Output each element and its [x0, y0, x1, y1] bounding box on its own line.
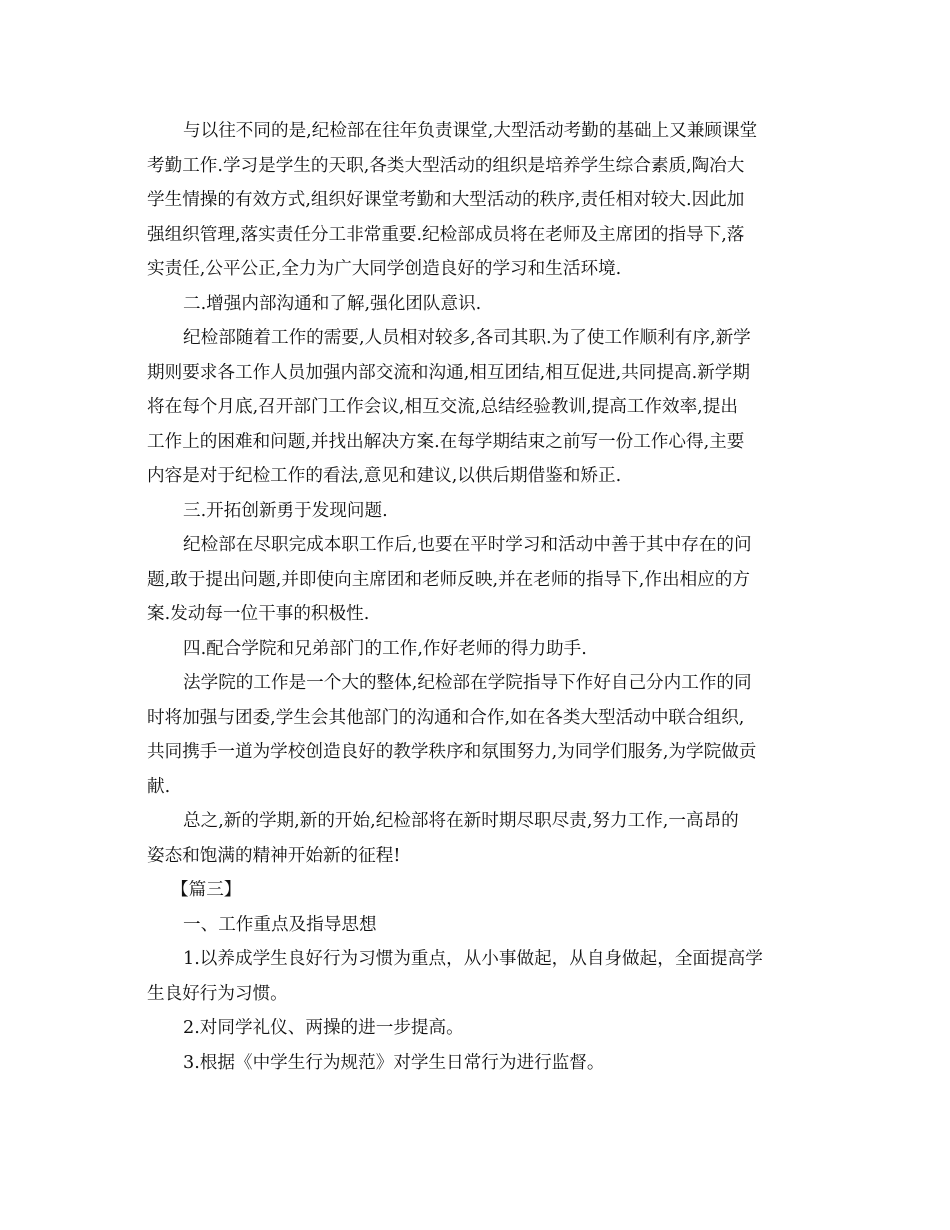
text-line: 一、工作重点及指导思想	[183, 914, 377, 935]
text-line: 【篇三】	[171, 880, 242, 900]
text-line: 时将加强与团委,学生会其他部门的沟通和合作,如在各类大型活动中联合组织,	[147, 707, 745, 728]
text-line: 四.配合学院和兄弟部门的工作,作好老师的得力助手.	[183, 638, 587, 659]
document-body	[147, 114, 807, 1080]
text-line: 考勤工作.学习是学生的天职,各类大型活动的组织是培养学生综合素质,陶冶大	[147, 155, 745, 176]
text-line: 案.发动每一位干事的积极性.	[147, 604, 370, 624]
text-line: 法学院的工作是一个大的整体,纪检部在学院指导下作好自己分内工作的同	[183, 673, 752, 693]
text-line: 学生情操的有效方式,组织好课堂考勤和大型活动的秩序,责任相对较大.因此加	[147, 190, 745, 210]
text-line: 将在每个月底,召开部门工作会议,相互交流,总结经验教训,提高工作效率,提出	[147, 397, 738, 417]
text-line: 工作上的困难和问题,并找出解决方案.在每学期结束之前写一份工作心得,主要	[147, 431, 745, 452]
text-line: 总之,新的学期,新的开始,纪检部将在新时期尽职尽责,努力工作,一高昂的	[183, 811, 739, 831]
text-line: 题,敢于提出问题,并即使向主席团和老师反映,并在老师的指导下,作出相应的方	[147, 569, 750, 590]
text-line: 纪检部在尽职完成本职工作后,也要在平时学习和活动中善于其中存在的问	[183, 535, 752, 555]
text-line: 实责任,公平公正,全力为广大同学创造良好的学习和生活环境.	[147, 259, 622, 279]
text-line: 献.	[147, 776, 171, 797]
text-line: 与以往不同的是,纪检部在往年负责课堂,大型活动考勤的基础上又兼顾课堂	[183, 121, 758, 141]
text-line: 1.以养成学生良好行为习惯为重点，从小事做起，从自身做起，全面提高学	[183, 949, 763, 969]
text-line: 三.开拓创新勇于发现问题.	[183, 500, 388, 521]
text-line: 二.增强内部沟通和了解,强化团队意识.	[183, 293, 482, 314]
text-line: 姿态和饱满的精神开始新的征程!	[147, 845, 401, 866]
text-line: 共同携手一道为学校创造良好的教学秩序和氛围努力,为同学们服务,为学院做贡	[147, 742, 757, 762]
text-line: 生良好行为习惯。	[147, 983, 288, 1004]
text-line: 强组织管理,落实责任分工非常重要.纪检部成员将在老师及主席团的指导下,落	[147, 224, 745, 245]
text-line: 3.根据《中学生行为规范》对学生日常行为进行监督。	[183, 1052, 605, 1073]
text-line: 2.对同学礼仪、两操的进一步提高。	[183, 1018, 464, 1038]
text-line: 纪检部随着工作的需要,人员相对较多,各司其职.为了使工作顺利有序,新学	[183, 328, 751, 348]
text-line: 内容是对于纪检工作的看法,意见和建议,以供后期借鉴和矫正.	[147, 466, 622, 486]
text-line: 期则要求各工作人员加强内部交流和沟通,相互团结,相互促进,共同提高.新学期	[147, 362, 750, 383]
